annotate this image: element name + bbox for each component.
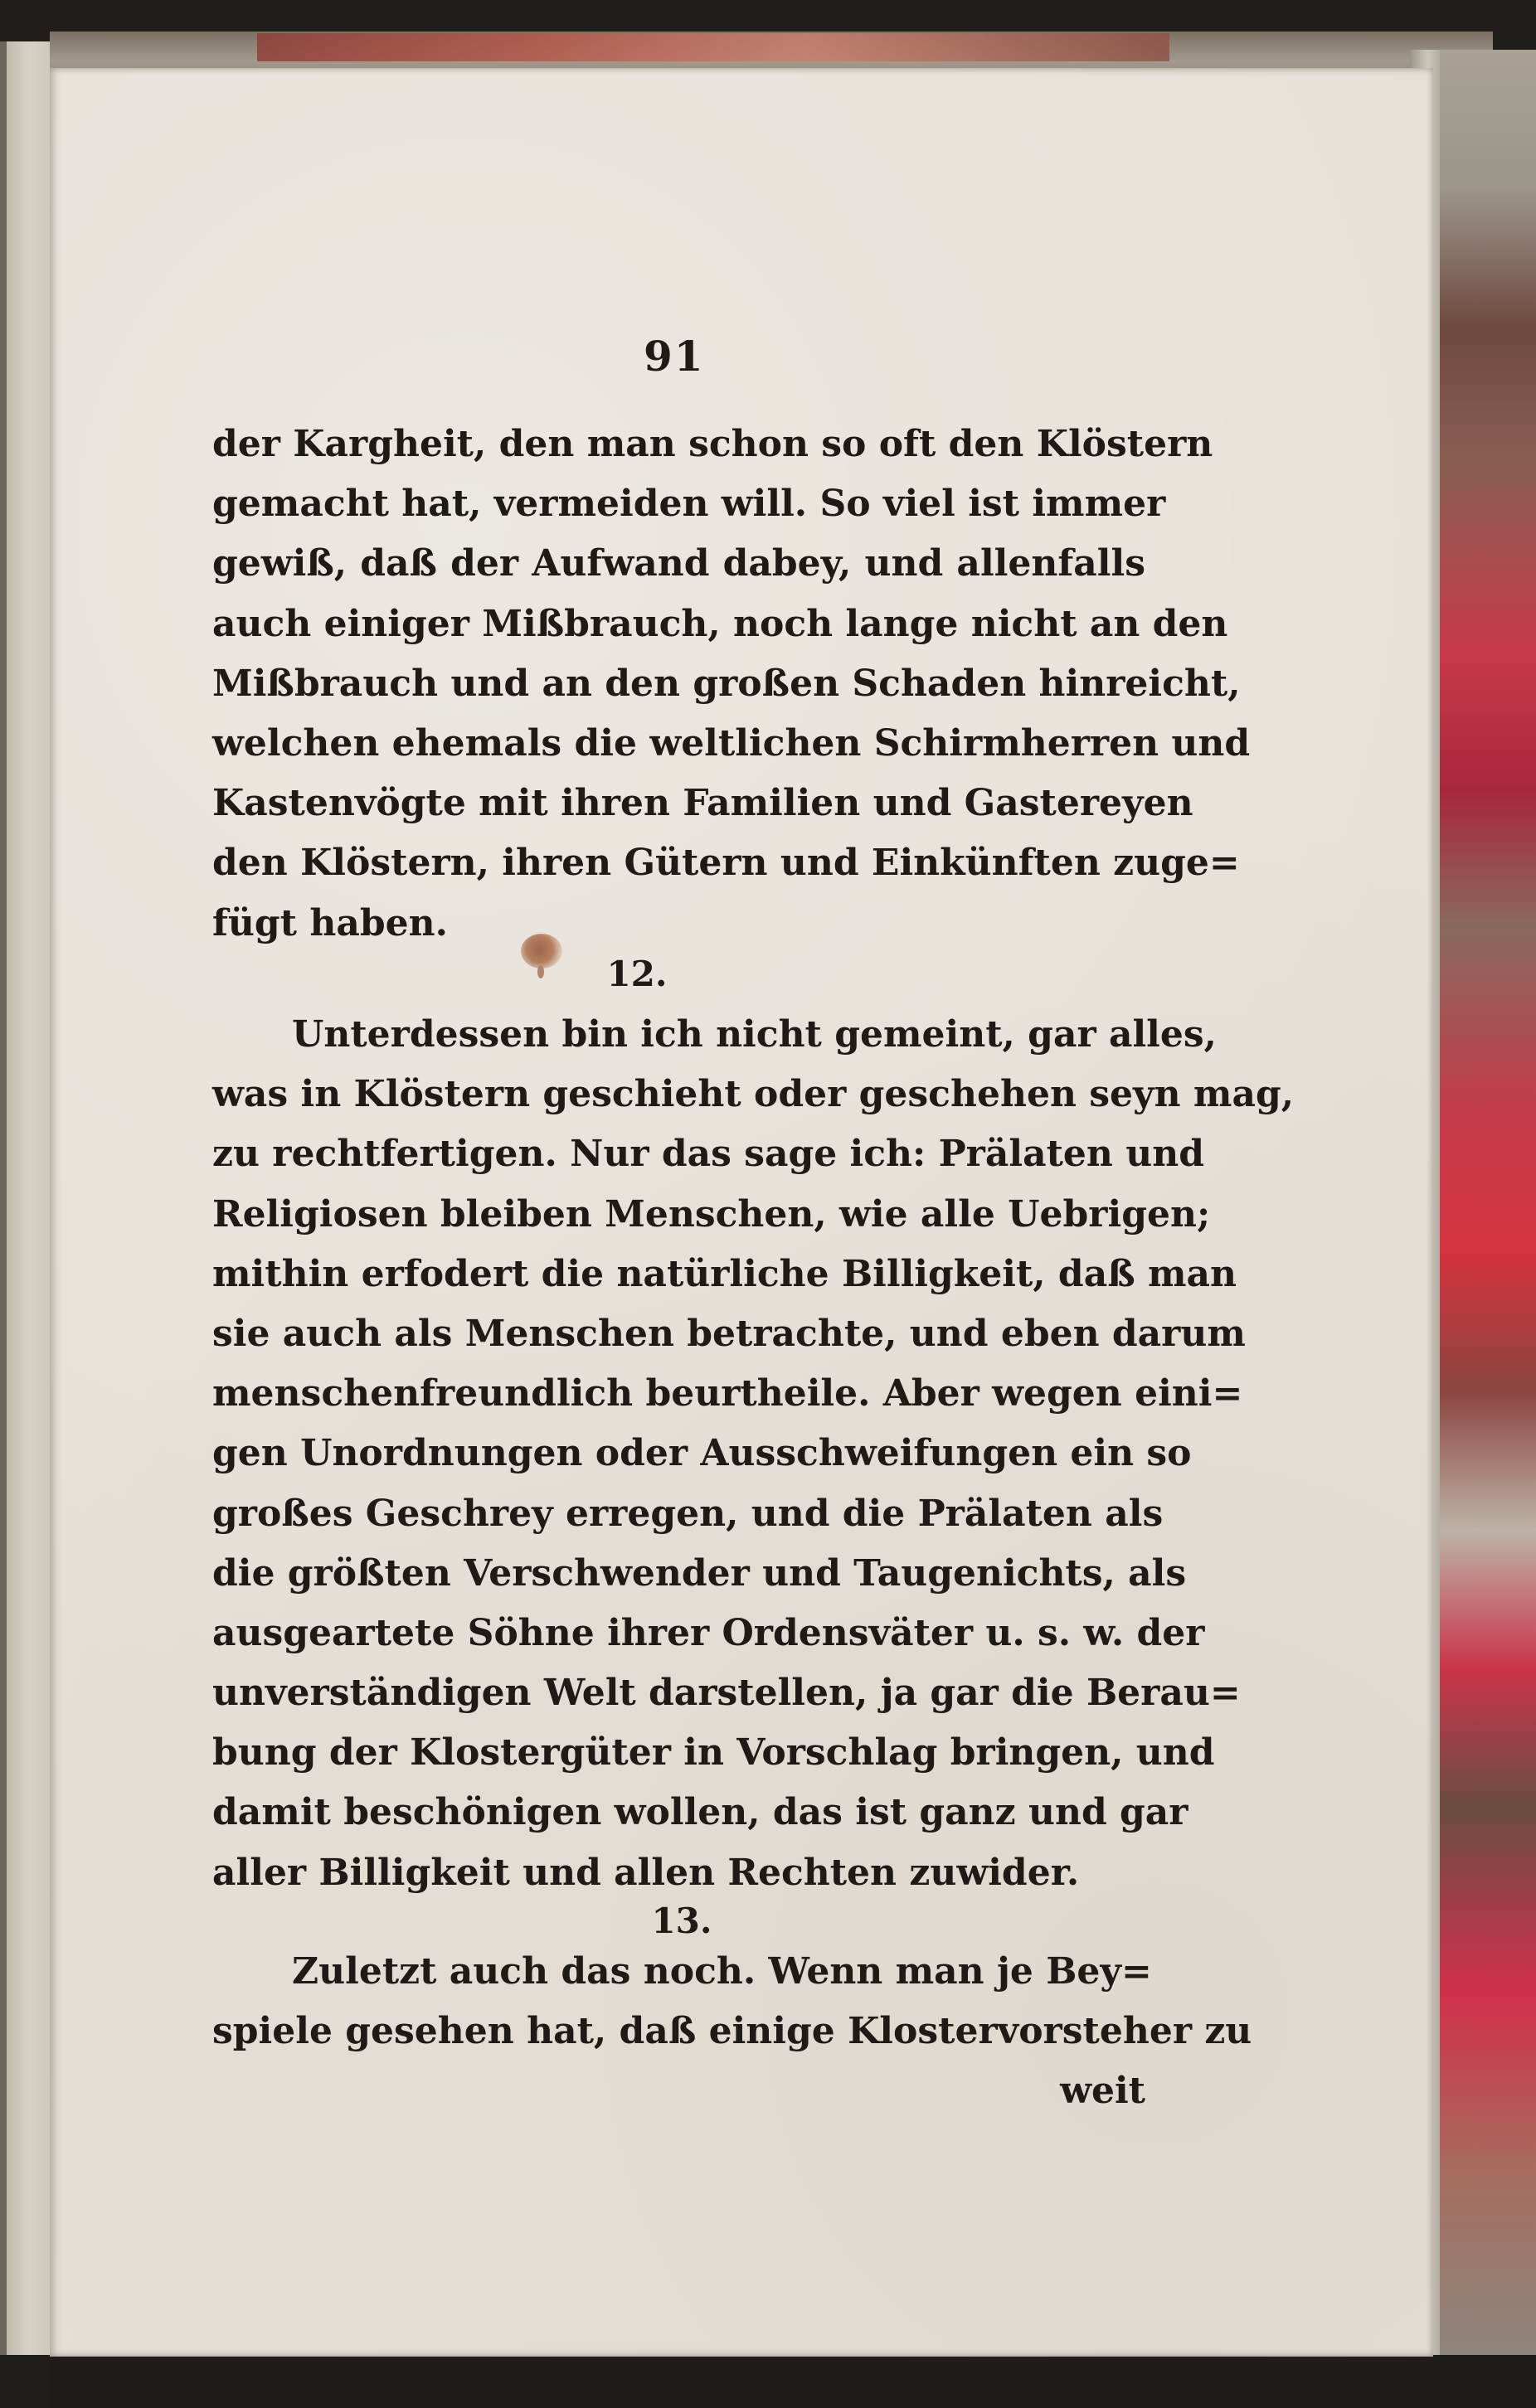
text-line: großes Geschrey erregen, und die Prälaten als (212, 1492, 1164, 1535)
text-line: der Kargheit, den man schon so oft den Klöstern (212, 423, 1213, 465)
left-page-shadow (0, 41, 7, 2355)
text-line: was in Klöstern geschieht oder geschehen seyn mag, (212, 1073, 1295, 1116)
text-line: mithin erfodert die natürliche Billigkeit, daß man (212, 1252, 1237, 1295)
text-line: aller Billigkeit und allen Rechten zuwider. (212, 1851, 1080, 1894)
text-line: sie auch als Menschen betrachte, und eben darum (212, 1312, 1246, 1355)
text-line: die größten Verschwender und Taugenichts, als (212, 1551, 1187, 1595)
left-page-edge (0, 41, 51, 2355)
text-line: ausgeartete Söhne ihrer Ordensväter u. s. w. der (212, 1611, 1205, 1654)
text-line: menschenfreundlich beurtheile. Aber wegen eini= (212, 1372, 1243, 1415)
section-number-13: 13. (651, 1901, 712, 1941)
text-line: Kastenvögte mit ihren Familien und Gastereyen (212, 782, 1193, 825)
text-line: gewiß, daß der Aufwand dabey, und allenfalls (212, 542, 1145, 585)
text-line: unverständigen Welt darstellen, ja gar die Berau= (212, 1672, 1241, 1715)
section-13-paragraph (212, 1942, 1252, 2122)
text-line: welchen ehemals die weltlichen Schirmherren und (212, 721, 1251, 765)
text-line: gen Unordnungen oder Ausschweifungen ein so (212, 1432, 1192, 1475)
text-line: damit beschönigen wollen, das ist ganz und gar (212, 1791, 1188, 1834)
paragraph-continued (212, 415, 1251, 954)
text-line: fügt haben. (212, 901, 448, 944)
text-line: den Klöstern, ihren Gütern und Einkünften zuge= (212, 842, 1240, 885)
book-cover-top-marbling (257, 33, 1169, 61)
section-number-12: 12. (606, 954, 668, 994)
text-line: spiele gesehen hat, daß einige Klostervorsteher zu (212, 2010, 1252, 2053)
ink-stain-drip (537, 965, 544, 978)
text-line: auch einiger Mißbrauch, noch lange nicht an den (212, 602, 1228, 645)
page-number: 91 (644, 332, 705, 381)
text-line: zu rechtfertigen. Nur das sage ich: Prälaten und (212, 1133, 1204, 1176)
text-line: Zuletzt auch das noch. Wenn man je Bey= (292, 1950, 1152, 1993)
section-12-paragraph (212, 1005, 1295, 1903)
text-line: gemacht hat, vermeiden will. So viel ist immer (212, 483, 1166, 526)
catchword: weit (1060, 2070, 1145, 2113)
text-line: Religiosen bleiben Menschen, wie alle Uebrigen; (212, 1192, 1211, 1236)
text-line: Unterdessen bin ich nicht gemeint, gar alles, (292, 1013, 1217, 1056)
text-line: Mißbrauch und an den großen Schaden hinreicht, (212, 662, 1241, 705)
text-line: bung der Klostergüter in Vorschlag bringen, und (212, 1731, 1215, 1774)
book-cover-bottom (50, 2355, 1536, 2408)
book-page (50, 68, 1433, 2357)
